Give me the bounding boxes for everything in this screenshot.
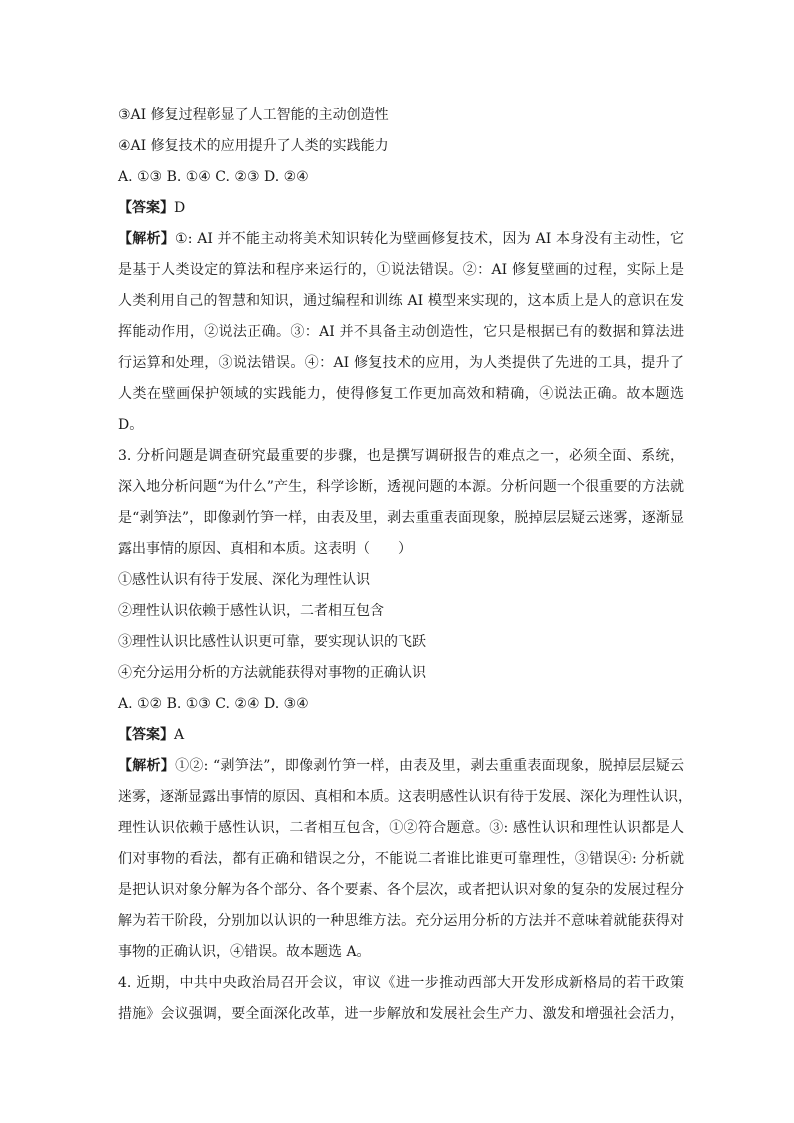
q3-analysis-text-1: ①②: “剥笋法”，即像剥竹笋一样，由表及里，剥去重重表面现象，脱掉层层疑云 (175, 758, 685, 774)
q2-option-4: ④AI 修复技术的应用提升了人类的实践能力 (118, 138, 389, 154)
q3-analysis-line-3: 理性认识依赖于感性认识，二者相互包含，①②符合题意。③: 感性认识和理性认识都是人 (118, 820, 684, 836)
q2-analysis-text-1: ①: AI 并不能主动将美术知识转化为壁画修复技术，因为 AI 本身没有主动性，它 (175, 231, 684, 247)
q2-analysis-line-1 (118, 224, 684, 255)
q3-analysis-line-7: 事物的正确认识，④错误。故本题选 A。 (118, 944, 371, 960)
q2-analysis-line-4: 挥能动作用，②说法正确。③：AI 并不具备主动创造性，它只是根据已有的数据和算法进 (118, 324, 684, 340)
q2-answer (118, 193, 684, 224)
q3-analysis-line-5: 是把认识对象分解为各个部分、各个要素、各个层次，或者把认识对象的复杂的发展过程分 (118, 882, 684, 898)
q3-option-1: ①感性认识有待于发展、深化为理性认识 (118, 572, 370, 588)
q2-analysis-line-7: D。 (118, 417, 144, 433)
q2-analysis-line-5: 行运算和处理，③说法错误。④：AI 修复技术的应用，为人类提供了先进的工具，提升了 (118, 355, 684, 371)
q3-analysis-line-1 (118, 751, 684, 782)
q2-answer-label: 【答案】 (118, 200, 174, 216)
q2-analysis-line-3: 人类利用自己的智慧和知识，通过编程和训练 AI 模型来实现的，这本质上是人的意识在发 (118, 293, 684, 309)
q3-stem-line-2: 深入地分析问题“为什么”产生，科学诊断，透视问题的本源。分析问题一个很重要的方法就 (118, 479, 684, 495)
q2-option-3: ③AI 修复过程彰显了人工智能的主动创造性 (118, 107, 389, 123)
q3-answer-label: 【答案】 (118, 727, 174, 743)
q3-option-2: ②理性认识依赖于感性认识，二者相互包含 (118, 603, 384, 619)
q4-stem-line-1: 4. 近期，中共中央政治局召开会议，审议《进一步推动西部大开发形成新格局的若干政策 (118, 975, 684, 991)
q3-stem-line-3: 是“剥笋法”，即像剥竹笋一样，由表及里，剥去重重表面现象，脱掉层层疑云迷雾，逐渐显 (118, 510, 684, 526)
q3-answer (118, 720, 684, 751)
q3-stem-line-4: 露出事情的原因、真相和本质。这表明（ ） (118, 541, 412, 557)
q2-analysis-line-6: 人类在壁画保护领域的实践能力，使得修复工作更加高效和精确，④说法正确。故本题选 (118, 386, 684, 402)
q3-analysis-label: 【解析】 (118, 758, 176, 774)
q3-analysis-line-2: 迷雾，逐渐显露出事情的原因、真相和本质。这表明感性认识有待于发展、深化为理性认识， (118, 789, 692, 805)
q3-analysis-line-4: 们对事物的看法，都有正确和错误之分，不能说二者谁比谁更可靠理性，③错误④: 分析就 (118, 851, 684, 867)
q4-stem-line-2: 措施》会议强调，要全面深化改革，进一步解放和发展社会生产力、激发和增强社会活力， (118, 1006, 684, 1022)
q3-analysis-line-6: 解为若干阶段，分别加以认识的一种思维方法。充分运用分析的方法并不意味着就能获得对 (118, 913, 684, 929)
q2-analysis-line-2: 是基于人类设定的算法和程序来运行的，①说法错误。②：AI 修复壁画的过程，实际上是 (118, 262, 684, 278)
q3-option-3: ③理性认识比感性认识更可靠，要实现认识的飞跃 (118, 634, 426, 650)
document-page (118, 100, 692, 1030)
q2-answer-value: D (174, 200, 186, 216)
q3-stem-line-1: 3. 分析问题是调查研究最重要的步骤，也是撰写调研报告的难点之一，必须全面、系统， (118, 448, 684, 464)
q3-answer-value: A (174, 727, 185, 743)
q2-analysis-label: 【解析】 (118, 231, 175, 247)
q3-option-4: ④充分运用分析的方法就能获得对事物的正确认识 (118, 665, 426, 681)
q2-choices: A. ①③ B. ①④ C. ②③ D. ②④ (118, 169, 309, 185)
q3-choices: A. ①② B. ①③ C. ②④ D. ③④ (118, 696, 309, 712)
